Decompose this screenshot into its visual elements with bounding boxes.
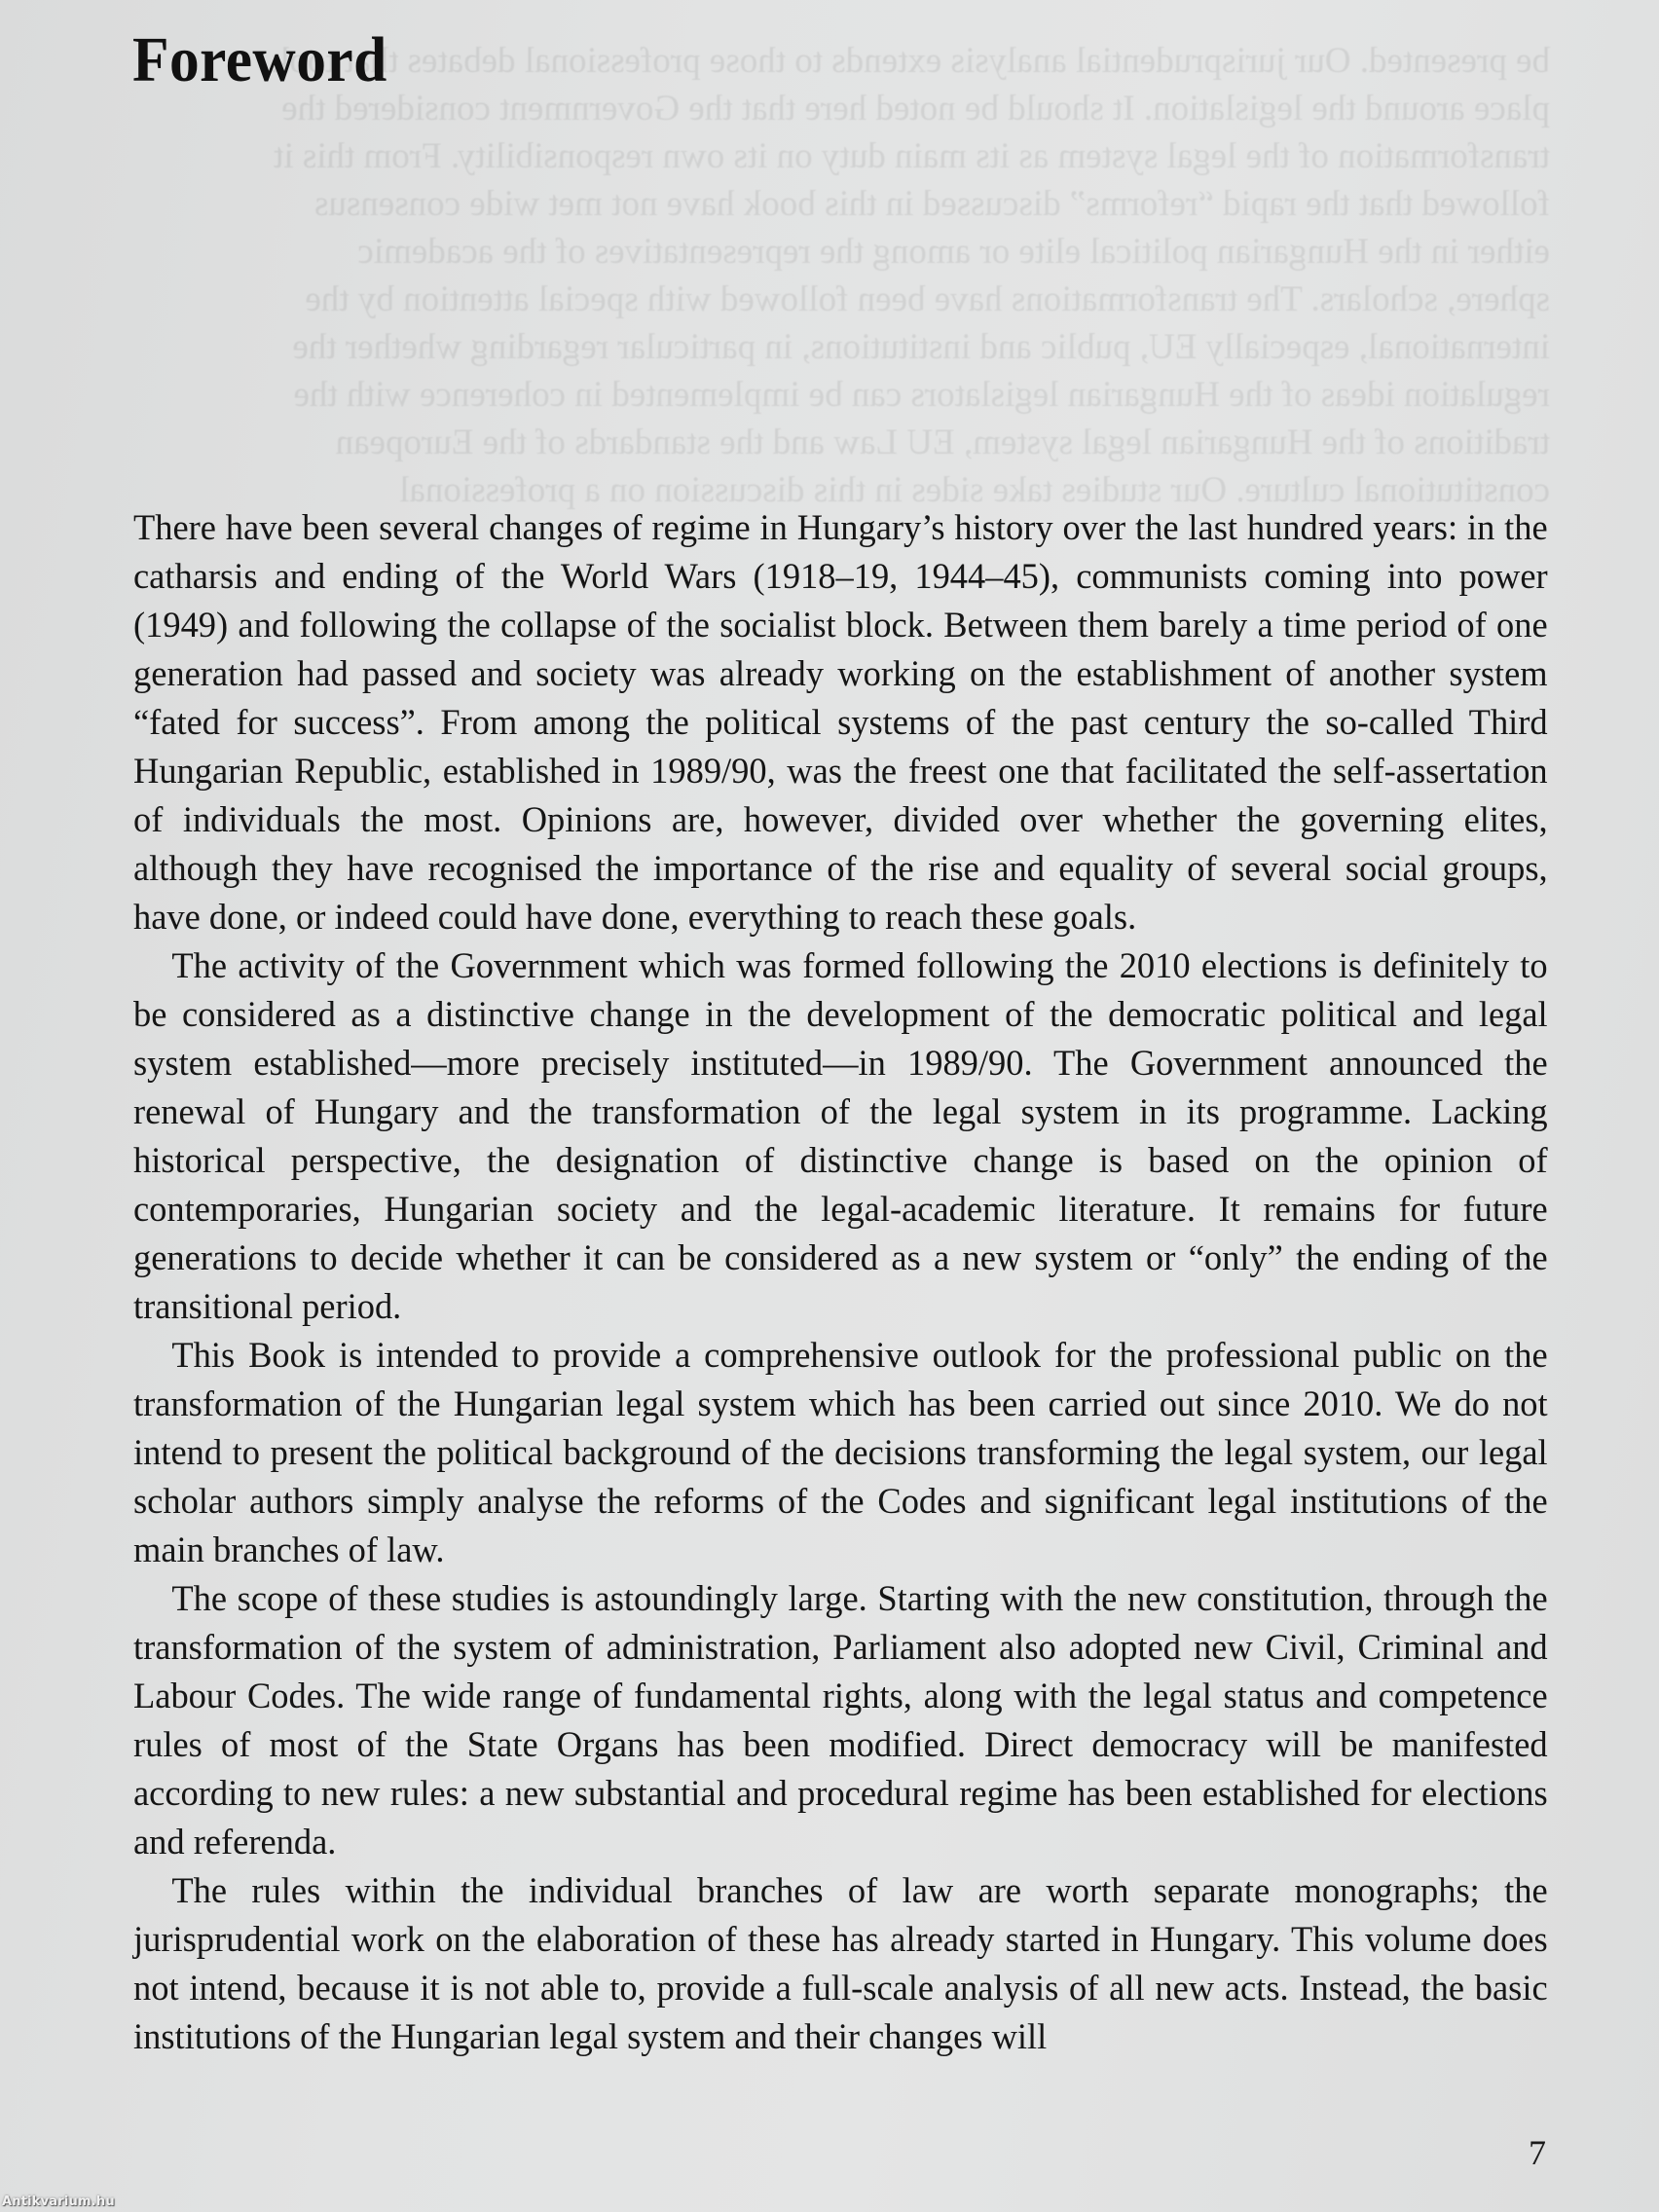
page-number: 7 [1529,2133,1546,2172]
show-through-line: followed that the rapid “reforms” discussed in this book have not met wide consensus [313,184,1550,224]
show-through-line: be presented. Our jurisprudential analysis extends to those professional debates that took [271,41,1550,81]
show-through-line: place around the legislation. It should be noted here that the Government considered the [281,89,1550,129]
show-through-line: either in the Hungarian political elite or among the representatives of the academic [357,232,1550,272]
show-through-line: international, especially EU, public and institutions, in particular regarding whether the [292,327,1550,367]
paragraph-4: The scope of these studies is astoundingly large. Starting with the new constitution, through the transformation of the system of administration, Parliament also adopted new Civil, Criminal and Labour Codes. The wide range of fundamental rights, along with the legal status and competence rules of most of the State Organs has been modified. Direct democracy will be manifested according to new rules: a new substantial and procedural regime has been established for elections and referenda. [133,1579,1548,1862]
show-through-line: transformation of the legal system as its main duty on its own responsibility. From this it [274,136,1550,176]
show-through-text [132,37,1550,514]
paragraph-5: The rules within the individual branches of law are worth separate monographs; the jurisprudential work on the elaboration of these has already started in Hungary. This volume does not intend, because it is not able to, provide a full-scale analysis of all new acts. Instead, the basic institutions of the Hungarian legal system and their changes will [133,1871,1548,2057]
show-through-line: regulation ideas of the Hungarian legislators can be implemented in coherence with the [293,375,1550,415]
show-through-line: sphere, scholars. The transformations have been followed with special attention by the [305,279,1550,319]
body-text [133,504,1548,2062]
paragraph-2: The activity of the Government which was formed following the 2010 elections is definitely to be considered as a distinctive change in the development of the democratic political and legal system established—more precisely instituted—in 1989/90. The Government announced the renewal of Hungary and the transformation of the legal system in its programme. Lacking historical perspective, the designation of distinctive change is based on the opinion of contemporaries, Hungarian society and the legal-academic literature. It remains for future generations to decide whether it can be considered as a new system or “only” the ending of the transitional period. [133,946,1548,1327]
paragraph-1: There have been several changes of regime in Hungary’s history over the last hundred years: in the catharsis and ending of the World Wars (1918–19, 1944–45), communists coming into power (1949) and following the collapse of the socialist block. Between them barely a time period of one generation had passed and society was already working on the establishment of another system “fated for success”. From among the political systems of the past century the so-called Third Hungarian Republic, established in 1989/90, was the freest one that facilitated the self-assertation of individuals the most. Opinions are, however, divided over whether the governing elites, although they have recognised the importance of the rise and equality of several social groups, have done, or indeed could have done, everything to reach these goals. [133,508,1548,938]
show-through-line: traditions of the Hungarian legal system, EU Law and the standards of the European [335,423,1550,462]
paragraph-3: This Book is intended to provide a comprehensive outlook for the professional public on the transformation of the Hungarian legal system which has been carried out since 2010. We do not intend to present the political background of the decisions transforming the legal system, our legal scholar authors simply analyse the reforms of the Codes and significant legal institutions of the main branches of law. [133,1336,1548,1570]
show-through-line: constitutional culture. Our studies take sides in this discussion on a professional [399,470,1550,510]
page-title: Foreword [132,24,387,95]
watermark: Antikvarium.hu [2,2194,115,2209]
